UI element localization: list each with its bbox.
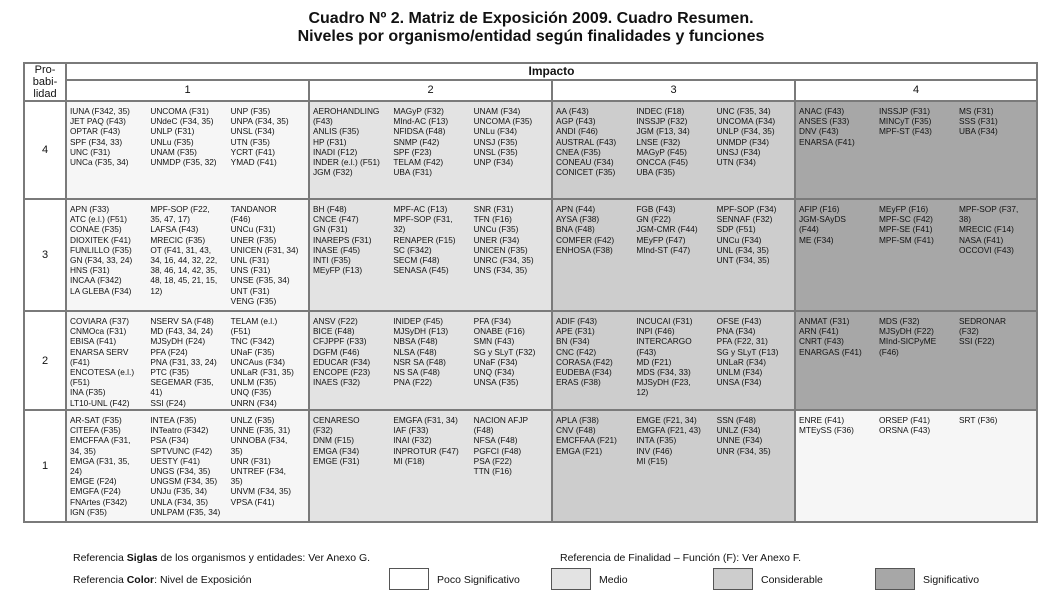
cell-columns [67,102,308,198]
matrix-row [24,199,1037,311]
entity-list: AFIP (F16) JGM-SAyDS (F44) ME (F34) [799,204,846,245]
entity-list: PFA (F34) ONABE (F16) SMN (F43) SG y SLyT (F32) UNaF (F34) UNQ (F34) UNSA (F35) [473,316,536,388]
probability-header [24,63,66,101]
legend-swatch-poco [389,568,429,590]
entity-list: AEROHANDLING (F43) ANLIS (F35) HP (F31) INADI (F12) INDER (e.l.) (F51) JGM (F32) [313,106,380,178]
color-reference-bold: Color [126,574,155,586]
entity-list: UNC (F35, 34) UNCOMA (F34) UNLP (F34, 35) UNMDP (F34) UNSJ (F34) UTN (F34) [716,106,776,168]
probability-label: 4 [24,101,66,199]
color-reference [73,574,252,586]
cell-columns [310,200,551,310]
entity-list: ENRE (F41) MTEySS (F36) [799,415,854,436]
cell-columns [553,102,794,198]
matrix-cell [552,101,795,199]
entity-list: TELAM (e.l.) (F51) TNC (F342) UNaF (F35) UNCAus (F34) UNLaR (F31, 35) UNLM (F35) UNQ (F35) UNRN (F34) [230,316,294,408]
cell-columns [553,312,794,409]
entity-list: SNR (F31) TFN (F16) UNCu (F35) UNER (F34) UNICEN (F35) UNRC (F34, 35) UNS (F34, 35) [473,204,534,276]
matrix-cell [552,410,795,522]
matrix-body [24,101,1037,522]
siglas-reference [73,552,370,564]
cell-columns [67,411,308,521]
entity-list: APN (F44) AYSA (F38) BNA (F48) COMFER (F42) ENHOSA (F38) [556,204,615,255]
entity-list: UNLZ (F35) UNNE (F35, 31) UNNOBA (F34, 35) UNR (F31) UNTREF (F34, 35) UNVM (F34, 35) VPSA (F41) [230,415,292,507]
entity-list: ORSEP (F41) ORSNA (F43) [879,415,931,436]
entity-list: ANAC (F43) ANSES (F33) DNV (F43) ENARSA (F41) [799,106,855,147]
siglas-reference-bold: Siglas [126,552,158,564]
entity-list: MS (F31) SSS (F31) UBA (F34) [959,106,998,137]
matrix-cell [795,410,1037,522]
impact-level-4: 4 [795,80,1037,101]
legend-label-poco: Poco Significativo [437,574,520,586]
matrix-cell [309,101,552,199]
entity-list: IUNA (F342, 35) JET PAQ (F43) OPTAR (F43) SPF (F34, 33) UNC (F31) UNCa (F35, 34) [70,106,130,168]
entity-list: MPF-SOP (F34) SENNAF (F32) SDP (F51) UNCu (F34) UNL (F34, 35) UNT (F34, 35) [716,204,777,266]
exposure-matrix [23,62,1038,523]
entity-list: MPF-AC (F13) MPF-SOP (F31, 32) RENAPER (F15) SC (F342) SECM (F48) SENASA (F45) [393,204,456,276]
cell-columns [796,411,1036,521]
entity-list: FGB (F43) GN (F22) JGM-CMR (F44) MEyFP (F47) MInd-ST (F47) [636,204,698,255]
entity-list: MDS (F32) MJSyDH (F22) MInd-SICPyME (F46) [879,316,937,357]
cell-columns [796,200,1036,310]
finalidad-reference: Referencia de Finalidad – Función (F): Ver Anexo F. [560,552,802,564]
color-reference-pre: Referencia [73,574,127,586]
legend-label-medio: Medio [599,574,628,586]
cell-columns [310,102,551,198]
entity-list: EMGE (F21, 34) EMGFA (F21, 43) INTA (F35) INV (F46) MI (F15) [636,415,701,466]
entity-list: SSN (F48) UNLZ (F34) UNNE (F34) UNR (F34, 35) [716,415,771,456]
matrix-cell [66,101,309,199]
impact-header: Impacto [66,63,1037,80]
entity-list: BH (F48) CNCE (F47) GN (F31) INAREPS (F31) INASE (F45) INTI (F35) MEyFP (F13) [313,204,372,276]
probability-label: 3 [24,199,66,311]
matrix-cell [795,199,1037,311]
legend-swatch-significativo [875,568,915,590]
cell-columns [67,312,308,409]
matrix-cell [795,311,1037,410]
cell-columns [796,102,1036,198]
probability-label: 2 [24,311,66,410]
cell-columns [310,411,551,521]
impact-level-2: 2 [309,80,552,101]
entity-list: AR-SAT (F35) CITEFA (F35) EMCFFAA (F31, 34, 35) EMGA (F31, 35, 24) EMGE (F24) EMGFA (F24) FNArtes (F342) IGN (F35) [70,415,131,517]
entity-list: TANDANOR (F46) UNCu (F31) UNER (F35) UNICEN (F31, 34) UNL (F31) UNS (F31) UNSE (F35, 34) UNT (F31) VENG (F35) [230,204,299,306]
page-subtitle: Niveles por organismo/entidad según finalidades y funciones [297,28,765,45]
cell-columns [67,200,308,310]
entity-list: MPF-SOP (F22, 35, 47, 17) LAFSA (F43) MRECIC (F35) OT (F41, 31, 43, 34, 16, 44, 32, 22, 38, 46, 14, 42, 35, 48, 18, 45, 21, 15, 12) [150,204,218,296]
matrix-cell [309,410,552,522]
entity-list: APLA (F38) CNV (F48) EMCFFAA (F21) EMGA (F21) [556,415,617,456]
entity-list: MAGyP (F32) MInd-AC (F13) NFIDSA (F48) SNMP (F42) SPF (F23) TELAM (F42) UBA (F31) [393,106,449,178]
entity-list: INDEC (F18) INSSJP (F32) JGM (F13, 34) LNSE (F32) MAGyP (F45) ONCCA (F45) UBA (F35) [636,106,690,178]
entity-list: COVIARA (F37) CNMOca (F31) EBISA (F41) ENARSA SERV (F41) ENCOTESA (e.l.) (F51) INA (F35) LT10-UNL (F42) [70,316,135,408]
legend-swatch-medio [551,568,591,590]
matrix-cell [66,199,309,311]
legend-label-significativo: Significativo [923,574,980,586]
entity-list: EMGFA (F31, 34) IAF (F33) INAI (F32) INPROTUR (F47) MI (F18) [393,415,459,466]
entity-list: SRT (F36) [959,415,998,425]
entity-list: INSSJP (F31) MINCyT (F35) MPF-ST (F43) [879,106,932,137]
matrix-row [24,311,1037,410]
cell-columns [553,411,794,521]
entity-list: AA (F43) AGP (F43) ANDI (F46) AUSTRAL (F43) CNEA (F35) CONEAU (F34) CONICET (F35) [556,106,617,178]
impact-level-3: 3 [552,80,795,101]
entity-list: OFSE (F43) PNA (F34) PFA (F22, 31) SG y SLyT (F13) UNLaR (F34) UNLM (F34) UNSA (F34) [716,316,779,388]
matrix-cell [66,311,309,410]
entity-list: ADIF (F43) APE (F31) BN (F34) CNC (F42) CORASA (F42) EUDEBA (F34) ERAS (F38) [556,316,613,388]
cell-columns [796,312,1036,409]
entity-list: NACION AFJP (F48) NFSA (F48) PGFCI (F48) PSA (F22) TTN (F16) [473,415,529,477]
cell-columns [553,200,794,310]
entity-list: UNCOMA (F31) UNdeC (F34, 35) UNLP (F31) UNLu (F35) UNAM (F35) UNMDP (F35, 32) [150,106,217,168]
entity-list: ANSV (F22) BICE (F48) CFJPPF (F33) DGFM (F46) EDUCAR (F34) ENCOPE (F23) INAES (F32) [313,316,371,388]
entity-list: CENARESO (F32) DNM (F15) EMGA (F34) EMGE (F31) [313,415,360,466]
matrix-cell [552,199,795,311]
matrix-cell [66,410,309,522]
entity-list: UNP (F35) UNPA (F34, 35) UNSL (F34) UTN (F35) YCRT (F41) YMAD (F41) [230,106,289,168]
legend-label-considerable: Considerable [761,574,823,586]
entity-list: INIDEP (F45) MJSyDH (F13) NBSA (F48) NLSA (F48) NSR SA (F48) NS SA (F48) PNA (F22) [393,316,449,388]
impact-level-1: 1 [66,80,309,101]
page-title: Cuadro Nº 2. Matriz de Exposición 2009. Cuadro Resumen. [308,10,754,27]
legend-swatch-considerable [713,568,753,590]
siglas-reference-post: de los organismos y entidades: Ver Anexo G. [157,552,371,564]
matrix-row [24,410,1037,522]
entity-list: APN (F33) ATC (e.l.) (F51) CONAE (F35) DIOXITEK (F41) FUNLILLO (F35) GN (F34, 33, 24) HNS (F31) INCAA (F342) LA GLEBA (F34) [70,204,133,296]
color-reference-post: : Nivel de Exposición [154,574,252,586]
siglas-reference-pre: Referencia [73,552,127,564]
entity-list: ANMAT (F31) ARN (F41) CNRT (F43) ENARGAS (F41) [799,316,862,357]
matrix-cell [309,199,552,311]
entity-list: UNAM (F34) UNCOMA (F35) UNLu (F34) UNSJ (F35) UNSL (F35) UNP (F34) [473,106,533,168]
probability-label: 1 [24,410,66,522]
entity-list: MEyFP (F16) MPF-SC (F42) MPF-SE (F41) MPF-SM (F41) [879,204,934,245]
entity-list: MPF-SOP (F37, 38) MRECIC (F14) NASA (F41) OCCOVI (F43) [959,204,1019,255]
matrix-row [24,101,1037,199]
entity-list: NSERV SA (F48) MD (F43, 34, 24) MJSyDH (F24) PFA (F24) PNA (F31, 33, 24) PTC (F35) SEGEMAR (F35, 41) SSI (F24) [150,316,217,408]
matrix-cell [309,311,552,410]
entity-list: INCUCAI (F31) INPI (F46) INTERCARGO (F43) MD (F21) MDS (F34, 33) MJSyDH (F23, 12) [636,316,693,398]
matrix-cell [552,311,795,410]
entity-list: INTEA (F35) INTeatro (F342) PSA (F34) SPTVUNC (F42) UESTY (F41) UNGS (F34, 35) UNGSM (F34, 35) UNJu (F35, 34) UNLA (F34, 35) UNLPAM (F35, 34) [150,415,221,517]
cell-columns [310,312,551,409]
probability-header-text: Pro- babi- lidad [32,64,58,100]
entity-list: SEDRONAR (F32) SSI (F22) [959,316,1007,347]
matrix-cell [795,101,1037,199]
